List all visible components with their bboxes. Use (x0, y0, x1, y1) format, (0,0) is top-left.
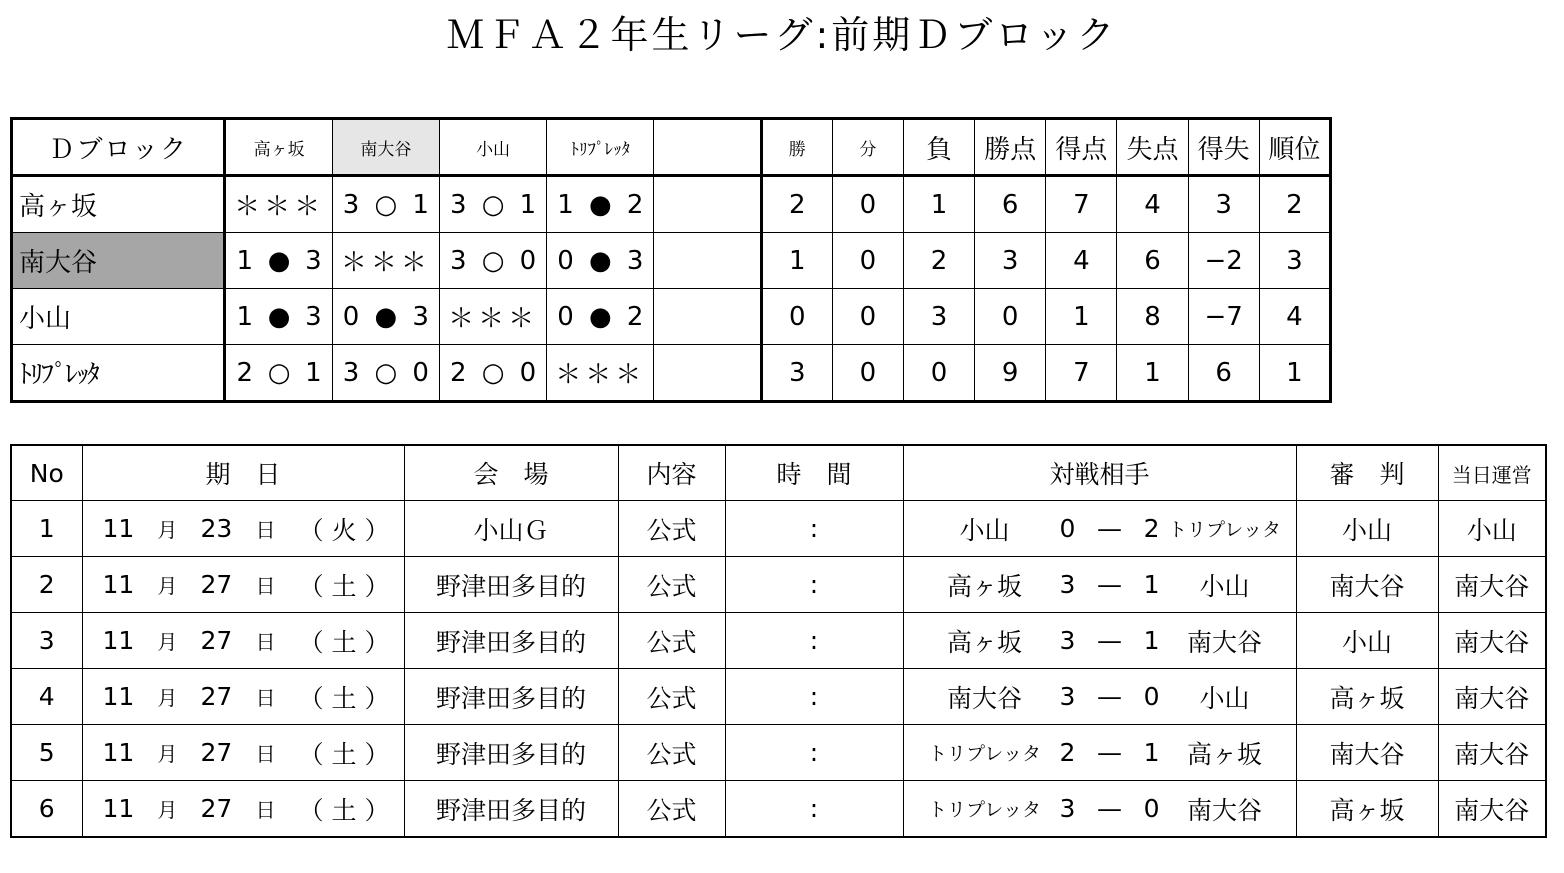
home-score: 0 (1059, 514, 1076, 543)
month: 11 (102, 738, 135, 767)
col-goals-for: 得点 (1046, 119, 1117, 176)
result-mark-icon: ● (267, 245, 291, 276)
venue: 野津田多目的 (404, 725, 618, 781)
score-for: 0 (342, 301, 360, 332)
block-label: Ｄブロック (12, 119, 225, 176)
result-cell (439, 345, 546, 402)
match-date (82, 501, 404, 557)
result-cell (332, 289, 439, 345)
result-mark-icon: ● (267, 301, 291, 332)
match-no: 6 (11, 781, 82, 838)
venue: 野津田多目的 (404, 781, 618, 838)
score-for: 0 (557, 301, 574, 332)
result-cell (332, 176, 439, 233)
referee: 南大谷 (1296, 557, 1438, 613)
result-self: ＊＊＊ (439, 289, 546, 345)
away-score: 0 (1143, 682, 1160, 711)
month-label: 月 (157, 686, 178, 710)
score-against: 0 (519, 245, 537, 276)
away-score: 1 (1143, 570, 1160, 599)
weekday: （ 土 ） (298, 739, 390, 769)
stat-cell: 4 (1046, 233, 1117, 289)
schedule-row (11, 501, 1546, 557)
stat-cell: 6 (975, 176, 1046, 233)
match-type: 公式 (618, 501, 725, 557)
standings-row (12, 233, 1331, 289)
match-score (1060, 794, 1160, 823)
stat-cell: 0 (975, 289, 1046, 345)
result-mark-icon: ● (588, 301, 612, 332)
col-spacer (654, 119, 761, 176)
score-dash: — (1097, 514, 1122, 543)
match-type: 公式 (618, 613, 725, 669)
match-pairing (903, 501, 1296, 557)
score-for: 1 (557, 189, 574, 220)
stat-cell: 0 (761, 289, 832, 345)
score-for: 1 (236, 301, 254, 332)
match-date (82, 669, 404, 725)
score-for: 1 (236, 245, 254, 276)
referee: 高ヶ坂 (1296, 781, 1438, 838)
away-score: 2 (1143, 514, 1160, 543)
weekday: （ 土 ） (298, 627, 390, 657)
team-name: 高ヶ坂 (12, 176, 225, 233)
spacer-cell (654, 233, 761, 289)
result-cell (547, 233, 654, 289)
match-date (82, 781, 404, 838)
result-cell (547, 176, 654, 233)
day-label: 日 (255, 798, 276, 822)
match-date (82, 613, 404, 669)
match-date (82, 557, 404, 613)
match-no: 3 (11, 613, 82, 669)
stat-cell: 3 (975, 233, 1046, 289)
stat-cell: 2 (903, 233, 974, 289)
match-time: : (725, 781, 903, 838)
result-mark-icon: ○ (267, 357, 291, 388)
team-name: 南大谷 (12, 233, 225, 289)
result-mark-icon: ○ (374, 189, 398, 220)
schedule-row (11, 613, 1546, 669)
home-score: 3 (1059, 682, 1076, 711)
stat-cell: 2 (1259, 176, 1330, 233)
col-goals-against: 失点 (1117, 119, 1188, 176)
match-no: 1 (11, 501, 82, 557)
stat-cell: 7 (1046, 176, 1117, 233)
score-for: 0 (557, 245, 574, 276)
result-mark-icon: ● (588, 189, 612, 220)
day-label: 日 (255, 630, 276, 654)
home-team: 高ヶ坂 (946, 627, 1022, 657)
score-against: 0 (519, 357, 537, 388)
score-for: 3 (449, 189, 467, 220)
col-type: 内容 (618, 445, 725, 501)
ops-team: 南大谷 (1438, 613, 1546, 669)
stat-cell: 1 (903, 176, 974, 233)
score-against: 1 (305, 357, 322, 388)
away-team: 高ヶ坂 (1186, 739, 1262, 769)
day: 27 (200, 794, 233, 823)
day: 27 (200, 738, 233, 767)
match-type: 公式 (618, 557, 725, 613)
stat-cell: 1 (761, 233, 832, 289)
stat-cell: 3 (761, 345, 832, 402)
home-team: トリプレッタ (927, 799, 1042, 821)
month: 11 (102, 570, 135, 599)
score-against: 1 (412, 189, 429, 220)
day: 27 (200, 570, 233, 599)
stat-cell: 9 (975, 345, 1046, 402)
weekday: （ 土 ） (298, 795, 390, 825)
result-self: ＊＊＊ (225, 176, 332, 233)
match-type: 公式 (618, 725, 725, 781)
standings-row (12, 289, 1331, 345)
stat-cell: −7 (1188, 289, 1259, 345)
ops-team: 南大谷 (1438, 725, 1546, 781)
schedule-table (10, 444, 1547, 838)
venue: 野津田多目的 (404, 557, 618, 613)
match-score (1060, 570, 1160, 599)
score-against: 0 (412, 357, 429, 388)
ops-team: 南大谷 (1438, 669, 1546, 725)
match-pairing (903, 557, 1296, 613)
score-for: 2 (236, 357, 254, 388)
result-cell (547, 289, 654, 345)
home-score: 3 (1059, 570, 1076, 599)
month: 11 (102, 682, 135, 711)
month-label: 月 (157, 518, 178, 542)
result-cell (225, 345, 332, 402)
referee: 小山 (1296, 613, 1438, 669)
match-time: : (725, 557, 903, 613)
schedule-row (11, 725, 1546, 781)
col-referee: 審 判 (1296, 445, 1438, 501)
home-team: トリプレッタ (927, 743, 1042, 765)
away-team: 南大谷 (1186, 627, 1262, 657)
stat-cell: 1 (1117, 345, 1188, 402)
match-pairing (903, 781, 1296, 838)
col-wins: 勝 (761, 119, 832, 176)
schedule-row (11, 781, 1546, 838)
score-against: 3 (305, 245, 322, 276)
match-type: 公式 (618, 781, 725, 838)
stat-cell: 2 (761, 176, 832, 233)
col-losses: 負 (903, 119, 974, 176)
standings-table (10, 117, 1332, 403)
away-score: 1 (1143, 626, 1160, 655)
day-label: 日 (255, 574, 276, 598)
team-name: ﾄﾘﾌﾟﾚｯﾀ (12, 345, 225, 402)
col-rank: 順位 (1259, 119, 1330, 176)
schedule-row (11, 669, 1546, 725)
match-score (1060, 514, 1160, 543)
month: 11 (102, 514, 135, 543)
score-dash: — (1097, 794, 1122, 823)
stat-cell: 0 (832, 233, 903, 289)
stat-cell: 0 (832, 289, 903, 345)
score-for: 3 (449, 245, 467, 276)
result-cell (332, 345, 439, 402)
score-against: 3 (305, 301, 322, 332)
col-date: 期 日 (82, 445, 404, 501)
result-self: ＊＊＊ (332, 233, 439, 289)
col-time: 時 間 (725, 445, 903, 501)
away-team: 小山 (1199, 683, 1250, 713)
venue: 野津田多目的 (404, 613, 618, 669)
match-time: : (725, 501, 903, 557)
col-ops: 当日運営 (1438, 445, 1546, 501)
match-type: 公式 (618, 669, 725, 725)
col-points: 勝点 (975, 119, 1046, 176)
home-team: 高ヶ坂 (946, 571, 1022, 601)
venue: 野津田多目的 (404, 669, 618, 725)
score-against: 2 (626, 189, 644, 220)
day-label: 日 (255, 742, 276, 766)
home-team: 小山 (959, 515, 1010, 545)
match-pairing (903, 725, 1296, 781)
match-time: : (725, 669, 903, 725)
page-title: ＭＦＡ２年生リーグ:前期Ｄブロック (446, 13, 1118, 57)
referee: 南大谷 (1296, 725, 1438, 781)
stat-cell: 1 (1259, 345, 1330, 402)
result-cell (439, 176, 546, 233)
stat-cell: 6 (1188, 345, 1259, 402)
stat-cell: 3 (1188, 176, 1259, 233)
referee: 高ヶ坂 (1296, 669, 1438, 725)
stat-cell: 1 (1046, 289, 1117, 345)
result-mark-icon: ● (374, 301, 398, 332)
stat-cell: 0 (903, 345, 974, 402)
result-mark-icon: ● (588, 245, 612, 276)
stat-cell: 8 (1117, 289, 1188, 345)
match-no: 2 (11, 557, 82, 613)
spacer-cell (654, 345, 761, 402)
stat-cell: 4 (1259, 289, 1330, 345)
stat-cell: 3 (1259, 233, 1330, 289)
stat-cell: 6 (1117, 233, 1188, 289)
col-goal-diff: 得失 (1188, 119, 1259, 176)
ops-team: 小山 (1438, 501, 1546, 557)
result-mark-icon: ○ (374, 357, 398, 388)
col-no: No (11, 445, 82, 501)
schedule-header-row (11, 445, 1546, 501)
result-mark-icon: ○ (481, 357, 505, 388)
home-team: 南大谷 (946, 683, 1022, 713)
match-date (82, 725, 404, 781)
match-pairing (903, 613, 1296, 669)
ops-team: 南大谷 (1438, 557, 1546, 613)
result-self: ＊＊＊ (547, 345, 654, 402)
day: 27 (200, 682, 233, 711)
away-team: 南大谷 (1186, 795, 1262, 825)
match-score (1060, 682, 1160, 711)
standings-row (12, 176, 1331, 233)
team-name: 小山 (12, 289, 225, 345)
col-draws: 分 (832, 119, 903, 176)
col-team-1: 高ヶ坂 (225, 119, 332, 176)
score-dash: — (1097, 738, 1122, 767)
weekday: （ 火 ） (298, 515, 390, 545)
result-mark-icon: ○ (481, 189, 505, 220)
stat-cell: 7 (1046, 345, 1117, 402)
spacer-cell (654, 176, 761, 233)
result-mark-icon: ○ (481, 245, 505, 276)
stat-cell: 0 (832, 176, 903, 233)
month-label: 月 (157, 742, 178, 766)
month-label: 月 (157, 574, 178, 598)
away-team: トリプレッタ (1167, 519, 1282, 541)
month-label: 月 (157, 798, 178, 822)
home-score: 3 (1059, 794, 1076, 823)
match-time: : (725, 725, 903, 781)
day-label: 日 (255, 686, 276, 710)
result-cell (439, 233, 546, 289)
standings-header-row (12, 119, 1331, 176)
col-team-3: 小山 (439, 119, 546, 176)
match-no: 4 (11, 669, 82, 725)
month: 11 (102, 794, 135, 823)
away-team: 小山 (1199, 571, 1250, 601)
home-score: 3 (1059, 626, 1076, 655)
score-against: 3 (412, 301, 429, 332)
result-cell (225, 233, 332, 289)
score-dash: — (1097, 682, 1122, 711)
weekday: （ 土 ） (298, 683, 390, 713)
col-match: 対戦相手 (903, 445, 1296, 501)
away-score: 1 (1143, 738, 1160, 767)
stat-cell: −2 (1188, 233, 1259, 289)
venue: 小山Ｇ (404, 501, 618, 557)
score-against: 2 (626, 301, 644, 332)
score-for: 2 (449, 357, 467, 388)
ops-team: 南大谷 (1438, 781, 1546, 838)
score-against: 1 (519, 189, 537, 220)
match-no: 5 (11, 725, 82, 781)
match-score (1060, 626, 1160, 655)
stat-cell: 4 (1117, 176, 1188, 233)
day: 27 (200, 626, 233, 655)
schedule-row (11, 557, 1546, 613)
col-team-2: 南大谷 (332, 119, 439, 176)
away-score: 0 (1143, 794, 1160, 823)
stat-cell: 3 (903, 289, 974, 345)
col-team-4: ﾄﾘﾌﾟﾚｯﾀ (547, 119, 654, 176)
col-venue: 会 場 (404, 445, 618, 501)
score-dash: — (1097, 626, 1122, 655)
day-label: 日 (255, 518, 276, 542)
month: 11 (102, 626, 135, 655)
standings-row (12, 345, 1331, 402)
score-dash: — (1097, 570, 1122, 599)
match-pairing (903, 669, 1296, 725)
match-score (1060, 738, 1160, 767)
result-cell (225, 289, 332, 345)
score-against: 3 (626, 245, 644, 276)
home-score: 2 (1059, 738, 1076, 767)
referee: 小山 (1296, 501, 1438, 557)
month-label: 月 (157, 630, 178, 654)
stat-cell: 0 (832, 345, 903, 402)
match-time: : (725, 613, 903, 669)
score-for: 3 (342, 189, 360, 220)
day: 23 (200, 514, 233, 543)
spacer-cell (654, 289, 761, 345)
score-for: 3 (342, 357, 360, 388)
weekday: （ 土 ） (298, 571, 390, 601)
